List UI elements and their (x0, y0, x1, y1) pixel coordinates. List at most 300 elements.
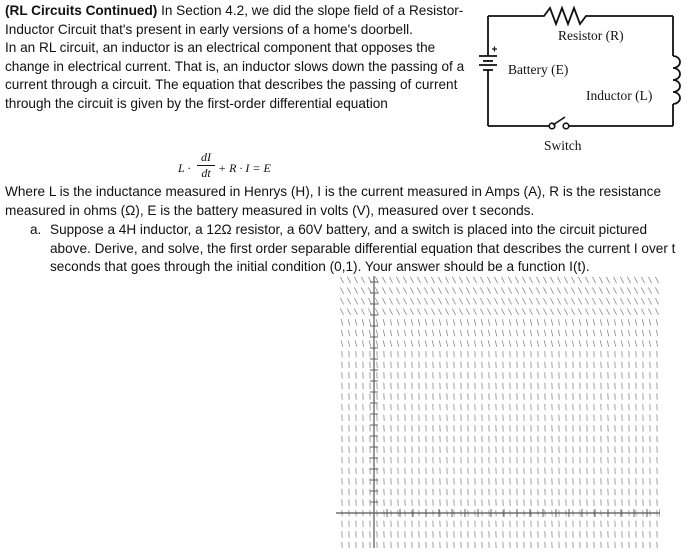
slope-segment (565, 330, 567, 336)
slope-segment (425, 319, 427, 325)
slope-segment (550, 298, 553, 304)
slope-segment (494, 277, 497, 283)
slope-segment (474, 340, 476, 346)
slope-segment (550, 277, 553, 283)
rl-circuit-diagram (466, 2, 696, 162)
slope-segment (375, 298, 378, 304)
slope-segment (593, 319, 595, 325)
slope-segment (396, 298, 399, 304)
slope-segment (438, 309, 441, 315)
slope-segment (417, 287, 420, 293)
slope-segment (376, 330, 378, 336)
slope-segment (404, 319, 406, 325)
slope-segment (607, 330, 609, 336)
slope-segment (347, 287, 350, 293)
slope-segment (537, 330, 539, 336)
slope-segment (495, 330, 497, 336)
slope-segment (431, 309, 434, 315)
slope-segment (565, 340, 567, 346)
slope-segment (620, 287, 623, 293)
slope-segment (571, 287, 574, 293)
slope-segment (627, 309, 630, 315)
slope-segment (487, 309, 490, 315)
slope-segment (620, 277, 623, 283)
slope-segment (648, 298, 651, 304)
slope-segment (523, 340, 525, 346)
slope-segment (453, 319, 455, 325)
slope-segment (480, 309, 483, 315)
slope-segment (474, 330, 476, 336)
slope-segment (376, 319, 378, 325)
slope-segment (628, 319, 630, 325)
slope-segment (417, 309, 420, 315)
slope-segment (634, 277, 637, 283)
slope-segment (607, 319, 609, 325)
slope-segment (529, 277, 532, 283)
slope-segment (537, 319, 539, 325)
slope-segment (459, 287, 462, 293)
slope-segment (340, 309, 343, 315)
slope-segment (627, 298, 630, 304)
slope-segment (487, 298, 490, 304)
slope-segment (634, 287, 637, 293)
slope-segment (375, 309, 378, 315)
slope-segment (516, 330, 518, 336)
slope-segment (396, 309, 399, 315)
slope-segment (551, 330, 553, 336)
slope-segment (403, 287, 406, 293)
slope-segment (501, 309, 504, 315)
slope-segment (635, 340, 637, 346)
slope-segment (467, 319, 469, 325)
slope-segment (424, 277, 427, 283)
slope-segment (431, 287, 434, 293)
slope-segment (529, 298, 532, 304)
slope-segment (571, 298, 574, 304)
slope-segment (404, 330, 406, 336)
slope-segment (578, 298, 581, 304)
slope-segment (480, 287, 483, 293)
slope-segment (431, 298, 434, 304)
slope-segment (621, 340, 623, 346)
slope-segment (578, 309, 581, 315)
slope-segment (494, 309, 497, 315)
slope-segment (530, 330, 532, 336)
slope-segment (396, 287, 399, 293)
slope-segment (543, 287, 546, 293)
slope-segment (467, 330, 469, 336)
slope-segment (558, 330, 560, 336)
slope-segment (368, 309, 371, 315)
equation-rhs: + R · I = E (218, 161, 271, 175)
part-a (30, 221, 690, 277)
slope-segment (403, 298, 406, 304)
slope-segment (390, 340, 392, 346)
inductor-label: Inductor (L) (586, 88, 653, 103)
slope-segment (389, 287, 392, 293)
slope-segment (355, 319, 357, 325)
inductor-symbol (673, 56, 680, 104)
slope-segment (362, 319, 364, 325)
slope-segment (410, 309, 413, 315)
slope-segment (488, 330, 490, 336)
equation-numerator: dI (201, 150, 211, 164)
slope-segment (613, 287, 616, 293)
slope-segment (572, 340, 574, 346)
resistor-symbol (488, 8, 673, 24)
slope-segment (383, 330, 385, 336)
slope-segment (550, 287, 553, 293)
slope-segment (642, 340, 644, 346)
slope-segment (369, 340, 371, 346)
slope-segment (481, 330, 483, 336)
slope-segment (403, 309, 406, 315)
slope-segment (382, 309, 385, 315)
slope-segment (481, 319, 483, 325)
slope-segment (445, 298, 448, 304)
slope-segment (529, 309, 532, 315)
slope-segment (494, 298, 497, 304)
slope-segment (655, 298, 658, 304)
slope-segment (628, 340, 630, 346)
slope-segment (530, 340, 532, 346)
slope-segment (354, 277, 357, 283)
slope-segment (634, 309, 637, 315)
slope-segment (579, 330, 581, 336)
slope-segment (557, 277, 560, 283)
slope-segment (544, 330, 546, 336)
slope-segment (411, 340, 413, 346)
slope-segment (446, 340, 448, 346)
slope-segment (488, 340, 490, 346)
slope-segment (501, 277, 504, 283)
slope-segment (348, 330, 350, 336)
slope-segment (348, 319, 350, 325)
part-a-text: Suppose a 4H inductor, a 12Ω resistor, a 60V battery, and a switch is placed into the circuit pictured above. Derive, and solve, the first order separable differential equation that describes the current I over t seconds that goes through the initial condition (0,1). Your answer should be a function I(t). (50, 222, 676, 275)
slope-segment (614, 330, 616, 336)
slope-segment (368, 298, 371, 304)
slope-segment (453, 340, 455, 346)
slope-segment (501, 298, 504, 304)
slope-segment (522, 298, 525, 304)
slope-segment (508, 298, 511, 304)
slope-segment (432, 319, 434, 325)
slope-segment (522, 277, 525, 283)
slope-segment (592, 277, 595, 283)
variable-definitions: Where L is the inductance measured in Henrys (H), I is the current measured in Amps (A), R is the resistance measured in ohms (Ω), E is the battery measured in volts (V), measured over t seconds. (5, 184, 662, 218)
slope-segment (586, 340, 588, 346)
slope-segment (369, 330, 371, 336)
slope-segment (425, 340, 427, 346)
slope-segment (599, 277, 602, 283)
slope-segment (361, 287, 364, 293)
slope-segment (362, 340, 364, 346)
equation-fraction (191, 150, 221, 180)
slope-segment (641, 298, 644, 304)
intro-paragraph-2: In an RL circuit, an inductor is an electrical component that opposes the change in electrical current. That is, an inductor slows down the passing of a current through a circuit. The equation that describes the passing of current through the circuit is given by the first-order differential equation (5, 40, 465, 111)
slope-segment (473, 309, 476, 315)
slope-segment (383, 340, 385, 346)
slope-segment (627, 287, 630, 293)
slope-segment (347, 298, 350, 304)
slope-segment (466, 277, 469, 283)
slope-segment (600, 340, 602, 346)
slope-segment (585, 277, 588, 283)
slope-segment (536, 298, 539, 304)
slope-segment (397, 340, 399, 346)
slope-segment (341, 340, 343, 346)
slope-segment (439, 330, 441, 336)
slope-segment (347, 277, 350, 283)
slope-segment (446, 330, 448, 336)
slope-segment (585, 309, 588, 315)
slope-segment (641, 287, 644, 293)
differential-equation (178, 150, 288, 184)
slope-segment (452, 309, 455, 315)
slope-segment (509, 340, 511, 346)
slope-segment (523, 319, 525, 325)
slope-segment (606, 298, 609, 304)
slope-segment (607, 340, 609, 346)
slope-segment (452, 277, 455, 283)
slope-segment (536, 277, 539, 283)
slope-segment (417, 277, 420, 283)
slope-segment (544, 340, 546, 346)
slope-segment (439, 319, 441, 325)
slope-segment (515, 309, 518, 315)
slope-segment (578, 277, 581, 283)
slope-segment (564, 287, 567, 293)
slope-segment (543, 277, 546, 283)
slope-segment (579, 319, 581, 325)
slope-segment (606, 277, 609, 283)
slope-segment (403, 277, 406, 283)
slope-segment (459, 298, 462, 304)
slope-segment (579, 340, 581, 346)
slope-segment (508, 309, 511, 315)
slope-segment (508, 287, 511, 293)
slope-segment (389, 298, 392, 304)
slope-segment (467, 340, 469, 346)
slope-segment (445, 309, 448, 315)
intro-sentence: In Section 4.2, we did the slope field of a Resistor-Inductor Circuit that's present in early versions of a home's doorbell. (5, 3, 464, 37)
slope-segment (382, 287, 385, 293)
slope-segment (480, 298, 483, 304)
slope-segment (432, 330, 434, 336)
slope-segment (397, 330, 399, 336)
slope-segment (537, 340, 539, 346)
slope-segment (354, 309, 357, 315)
slope-segment (501, 287, 504, 293)
slope-segment (592, 287, 595, 293)
slope-segment (347, 309, 350, 315)
equation-denominator: dt (201, 166, 211, 180)
slope-segment (516, 319, 518, 325)
slope-segment (417, 298, 420, 304)
slope-segment (572, 330, 574, 336)
slope-segment (411, 319, 413, 325)
slope-segment (410, 287, 413, 293)
slope-segment (340, 287, 343, 293)
slope-segment (621, 319, 623, 325)
slope-segment (544, 319, 546, 325)
slope-segment (606, 287, 609, 293)
slope-segment (586, 319, 588, 325)
slope-segment (649, 319, 651, 325)
slope-segment (628, 330, 630, 336)
slope-segment (543, 298, 546, 304)
slope-segment (396, 277, 399, 283)
slope-segment (445, 287, 448, 293)
slope-segment (382, 277, 385, 283)
slope-segment (515, 287, 518, 293)
slope-segment (599, 298, 602, 304)
slope-segment (649, 340, 651, 346)
slope-segment (397, 319, 399, 325)
slope-segment (600, 330, 602, 336)
slope-segment (418, 330, 420, 336)
slope-segment (355, 330, 357, 336)
slope-segment (642, 319, 644, 325)
slope-segment (348, 340, 350, 346)
slope-segment (655, 287, 658, 293)
slope-segment (571, 277, 574, 283)
slope-segment (431, 277, 434, 283)
slope-segment (536, 309, 539, 315)
slope-segment (656, 330, 658, 336)
slope-segment (648, 287, 651, 293)
slope-segment (487, 277, 490, 283)
slope-segment (557, 309, 560, 315)
slope-segment (585, 287, 588, 293)
slope-segment (557, 287, 560, 293)
slope-segment (425, 330, 427, 336)
slope-segment (656, 340, 658, 346)
slope-segment (515, 277, 518, 283)
slope-segment (558, 319, 560, 325)
slope-segment (466, 287, 469, 293)
slope-segment (614, 340, 616, 346)
slope-segment (641, 309, 644, 315)
slope-segment (522, 309, 525, 315)
slope-segment (410, 298, 413, 304)
slope-segment (390, 319, 392, 325)
slope-segment (446, 319, 448, 325)
slope-segment (424, 309, 427, 315)
slope-segment (551, 319, 553, 325)
slope-segment (648, 309, 651, 315)
slope-segment (474, 319, 476, 325)
slope-segment (382, 298, 385, 304)
slope-segment (502, 330, 504, 336)
battery-label: Battery (E) (508, 62, 569, 77)
slope-segment (551, 340, 553, 346)
slope-segment (642, 330, 644, 336)
slope-segment (410, 277, 413, 283)
slope-segment (634, 298, 637, 304)
slope-segment (439, 340, 441, 346)
resistor-label: Resistor (R) (558, 28, 624, 43)
slope-segment (362, 330, 364, 336)
slope-segment (424, 287, 427, 293)
slope-segment (586, 330, 588, 336)
slope-segment (509, 330, 511, 336)
slope-segment (361, 309, 364, 315)
slope-segment (495, 319, 497, 325)
slope-segment (592, 298, 595, 304)
slope-segment (390, 330, 392, 336)
slope-segment (466, 309, 469, 315)
slope-segment (599, 287, 602, 293)
slope-segment (621, 330, 623, 336)
slope-segment (438, 298, 441, 304)
intro-paragraph-1 (5, 2, 475, 39)
equation-lhs: L · (178, 161, 191, 175)
slope-segment (341, 330, 343, 336)
slope-segment (460, 319, 462, 325)
slope-segment (655, 277, 658, 283)
slope-segment (452, 287, 455, 293)
slope-segment (585, 298, 588, 304)
slope-segment (369, 319, 371, 325)
slope-segment (572, 319, 574, 325)
slope-segment (418, 340, 420, 346)
slope-segment (404, 340, 406, 346)
intro-text (5, 2, 475, 114)
slope-segment (389, 277, 392, 283)
slope-segment (641, 277, 644, 283)
slope-segment (383, 319, 385, 325)
slope-segment (656, 319, 658, 325)
slope-segment (418, 319, 420, 325)
slope-segment (473, 277, 476, 283)
slope-segment (613, 309, 616, 315)
slope-segment (592, 309, 595, 315)
slope-segment (502, 319, 504, 325)
slope-field-graph (336, 276, 660, 548)
slope-segment (593, 340, 595, 346)
slope-segment (558, 340, 560, 346)
slope-segment (473, 298, 476, 304)
slope-segment (564, 277, 567, 283)
slope-segment (564, 298, 567, 304)
slope-segment (529, 287, 532, 293)
slope-segment (389, 309, 392, 315)
slope-segment (578, 287, 581, 293)
slope-segment (550, 309, 553, 315)
slope-segment (599, 309, 602, 315)
slope-segment (564, 309, 567, 315)
slope-segment (432, 340, 434, 346)
section-heading: (RL Circuits Continued) (5, 3, 158, 18)
slope-segment (523, 330, 525, 336)
slope-segment (411, 330, 413, 336)
slope-segment (376, 340, 378, 346)
slope-segment (648, 277, 651, 283)
slope-segment (424, 298, 427, 304)
slope-segment (649, 330, 651, 336)
slope-segment (627, 277, 630, 283)
slope-segment (487, 287, 490, 293)
slope-segment (508, 277, 511, 283)
part-a-marker: a. (30, 222, 42, 237)
slope-segment (614, 319, 616, 325)
slope-segment (460, 330, 462, 336)
slope-segment (341, 319, 343, 325)
slope-segment (543, 309, 546, 315)
slope-field-marks (340, 277, 658, 548)
slope-segment (571, 309, 574, 315)
